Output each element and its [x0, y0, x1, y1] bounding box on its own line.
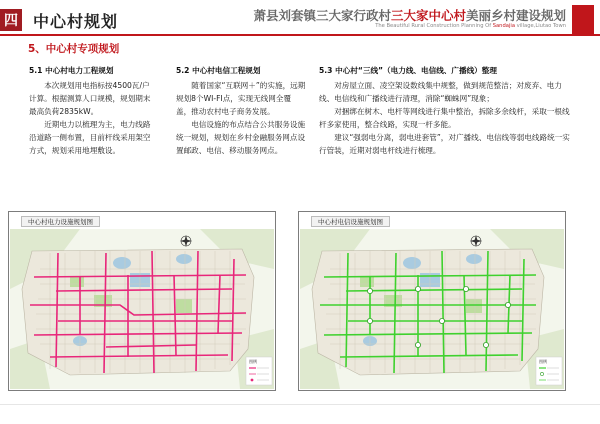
telecom-facility-map-panel: [298, 211, 566, 391]
telecom-plan-column: [176, 64, 306, 157]
power-facility-map: [10, 229, 274, 389]
power-plan-paragraph-1: 本次规划用电指标按4500瓦/户计算。根据测算人口规模，规划期末最高负荷2835kW。: [29, 81, 151, 116]
banner-en-highlight: Sandajia: [492, 23, 515, 29]
telecom-facility-map: [300, 229, 564, 389]
footer-divider: [0, 404, 600, 405]
three-lines-column: [319, 64, 571, 157]
telecom-plan-title: 5.2 中心村电信工程规划: [176, 66, 261, 75]
header-divider: [0, 34, 600, 36]
power-plan-column: [29, 64, 153, 157]
chapter-title: 中心村规划: [33, 12, 119, 31]
section-heading: 5、中心村专项规划: [28, 43, 120, 55]
header-accent-bar: [572, 5, 594, 34]
banner-highlight: 三大家中心村: [390, 8, 466, 23]
three-lines-title: 5.3 中心村“三线”（电力线、电信线、广播线）整理: [319, 66, 497, 75]
power-plan-paragraph-2: 近期电力以梳理为主，电力线路沿道路一侧布置，目前杆线采用架空方式，规划采用地埋敷设。: [29, 120, 151, 155]
banner-en-prefix: The Beautiful Rural Construction Planning Of: [375, 23, 493, 29]
banner-prefix: 萧县刘套镇三大家行政村: [253, 8, 391, 23]
project-banner: [253, 6, 566, 24]
telecom-plan-paragraph-1: 随着国家“互联网＋”的实施，远期规划8个WI-FI点，实现无线网全覆盖，推动农村电子商务发展。: [176, 81, 306, 116]
power-map-svg: [10, 229, 274, 389]
banner-en-suffix: village,Liutao Town: [515, 23, 566, 29]
power-legend-title: 图例: [249, 359, 257, 364]
project-banner-english: [375, 23, 566, 29]
banner-suffix: 美丽乡村建设规划: [465, 8, 566, 23]
telecom-map-svg: [300, 229, 564, 389]
three-lines-paragraph-1: 对房屋立面、凌空架设数线集中规整，做到规范整洁；对废弃、电力线、电信线和广播线进行清理，消除“蜘蛛网”现象；: [319, 81, 562, 103]
three-lines-paragraph-3: 建议“强弱电分离，弱电进套管”，对广播线、电信线等弱电线路统一实行管装，近期对弱电杆线进行梳理。: [319, 133, 570, 155]
telecom-plan-paragraph-2: 电信设施的布点结合公共服务设施统一规划，规划在乡村金融服务网点设置邮政、电信、移动服务网点。: [176, 120, 306, 155]
three-lines-paragraph-2: 对捆绑在树木、电杆等网线进行集中整治，拆除多余线杆，采取一根线杆多家使用，整合线路，实现一杆多能。: [319, 107, 570, 129]
chapter-number-badge: 四: [0, 9, 22, 31]
power-map-title: 中心村电力设施规划图: [21, 216, 100, 227]
telecom-map-title: 中心村电信设施规划图: [311, 216, 390, 227]
telecom-legend-title: 图例: [539, 359, 547, 364]
power-facility-map-panel: [8, 211, 276, 391]
page-header: [0, 0, 600, 34]
power-plan-title: 5.1 中心村电力工程规划: [29, 66, 114, 75]
power-map-legend: [246, 357, 272, 385]
telecom-map-legend: [536, 357, 562, 385]
